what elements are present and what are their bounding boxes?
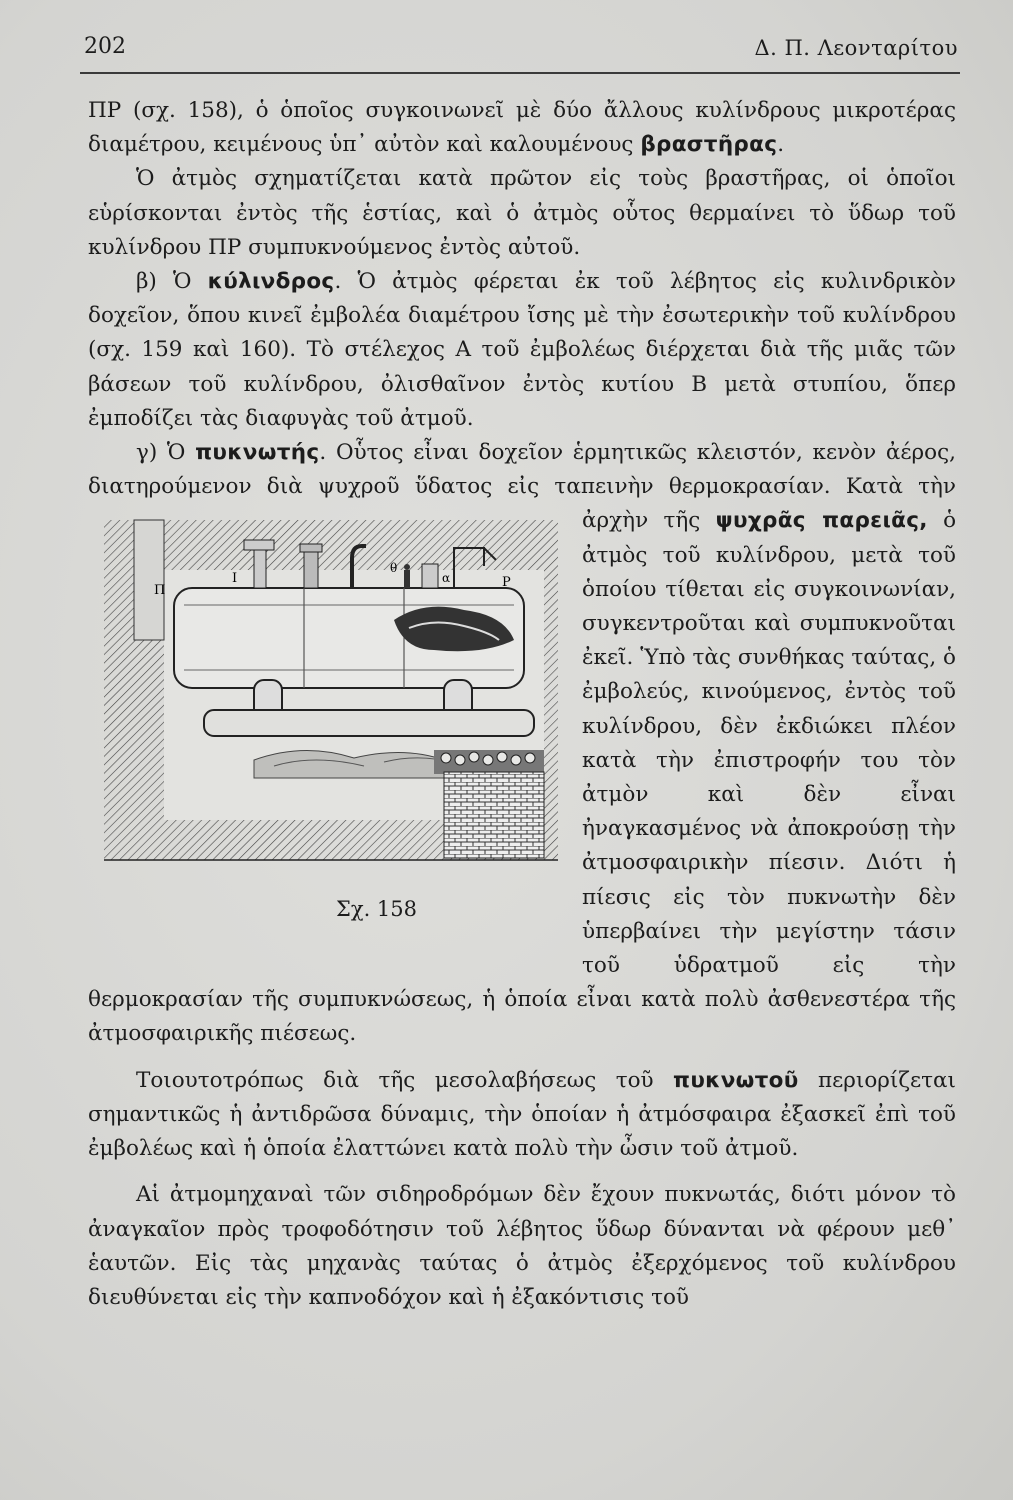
pressure-gauge-fitting xyxy=(254,550,266,588)
term-psychra-pareia: ψυχρᾶς παρειᾶς, xyxy=(715,508,928,534)
chimney-flue xyxy=(134,520,164,640)
label-theta: θ xyxy=(390,561,398,576)
figure-caption: Σχ. 158 xyxy=(336,897,418,922)
term-pyknotou: πυκνωτοῦ xyxy=(673,1067,799,1093)
water-gauge xyxy=(422,564,438,588)
page-number: 202 xyxy=(84,34,126,59)
body-text xyxy=(88,94,956,1315)
term-pyknotis: πυκνωτής xyxy=(195,440,320,466)
figure-158 xyxy=(88,510,568,968)
paragraph-1: ΠΡ (σχ. 158), ὁ ὁποῖος συγκοινωνεῖ μὲ δύο ἄλλους κυλίνδρους μικροτέρας διαμέτρου, κειμένους ὑπ᾽ αὐτὸν καὶ καλουμένους βραστῆρας. xyxy=(88,98,956,158)
label-rho: Ρ xyxy=(502,575,511,591)
safety-valve xyxy=(304,552,318,588)
paragraph-6: Αἱ ἀτμομηχαναὶ τῶν σιδηροδρόμων δὲν ἔχουν πυκνωτάς, διότι μόνον τὸ ἀναγκαῖον πρὸς τροφοδότησιν τοῦ λέβητος ὕδωρ δύνανται νὰ φέρουν μεθ᾽ ἑαυτῶν. Εἰς τὰς μηχανὰς ταύτας ὁ ἀτμὸς ἐξερχόμενος τοῦ κυλίνδρου διευθύνεται εἰς τὴν καπνοδόχον καὶ ἡ ἐξακόντισις τοῦ xyxy=(88,1182,956,1310)
brick-grate xyxy=(444,772,544,858)
term-vrastires: βραστῆρας xyxy=(640,132,778,158)
paragraph-5: Τοιουτοτρόπως διὰ τῆς μεσολαβήσεως τοῦ πυκνωτοῦ περιορίζεται σημαντικῶς ἡ ἀντιδρῶσα δύναμις, τὴν ὁποίαν ἡ ἀτμόσφαιρα ἐξασκεῖ ἐπὶ τοῦ ἐμβολέως καὶ ἡ ὁποία ἐλαττώνει κατὰ πολὺ τὴν ὦσιν τοῦ ἀτμοῦ. xyxy=(88,1067,956,1162)
label-pi: Π xyxy=(154,583,166,599)
paragraph-4: γ) Ὁ πυκνωτής. Οὗτος εἶναι δοχεῖον ἑρμητικῶς κλειστόν, κενὸν ἀέρος, διατηρούμενον διὰ ψυχροῦ ὕδατος εἰς ταπεινὴν θερμοκρασίαν. Κατὰ τὴν ἀρχὴν τῆς Ι Π θ α Ρ Σχ. 158 ψυχρᾶς παρειᾶς, ὁ ἀτμὸς τοῦ κυλίνδρου, μετὰ τοῦ ὁποίου τίθεται εἰς συγκοινωνίαν, συγκεντροῦται καὶ συμπυκνοῦται ἐκεῖ. Ὑπὸ τὰς συνθήκας ταύτας, ὁ ἐμβολεύς, κινούμενος, ἐντὸς τοῦ κυλίνδρου, δὲν ἐκδιώκει πλέον κατὰ τὴν ἐπιστροφήν του τὸν ἀτμὸν καὶ δὲν εἶναι ἠναγκασμένος νὰ ἀποκρούσῃ τὴν ἀτμοσφαιρικὴν πίεσιν. Διότι ἡ πίεσις εἰς τὸν πυκνωτὴν δὲν ὑπερβαίνει τὴν μεγίστην τάσιν τοῦ ὑδρατμοῦ εἰς τὴν θερμοκρασίαν τῆς συμπυκνώσεως, ἡ ὁποία εἶναι κατὰ πολὺ ἀσθενεστέρα τῆς ἀτμοσφαιρικῆς πιέσεως. xyxy=(88,440,957,1047)
label-alpha: α xyxy=(442,571,451,586)
running-head: Δ. Π. Λεονταρίτου xyxy=(754,36,958,60)
page-header xyxy=(80,30,960,74)
heating-tube xyxy=(204,710,534,736)
paragraph-2: Ὁ ἀτμὸς σχηματίζεται κατὰ πρῶτον εἰς τοὺς βραστῆρας, οἱ ὁποῖοι εὑρίσκονται ἐντὸς τῆς ἑστίας, καὶ ὁ ἀτμὸς οὗτος θερμαίνει τὸ ὕδωρ τοῦ κυλίνδρου ΠΡ συμπυκνούμενος ἐντὸς αὐτοῦ. xyxy=(88,166,956,260)
paragraph-3: β) Ὁ κύλινδρος. Ὁ ἀτμὸς φέρεται ἐκ τοῦ λέβητος εἰς κυλινδρικὸν δοχεῖον, ὅπου κινεῖ ἐμβολέα διαμέτρου ἴσης μὲ τὴν ἐσωτερικὴν τοῦ κυλίνδρου (σχ. 159 καὶ 160). Τὸ στέλεχος Α τοῦ ἐμβολέως διέρχεται διὰ τῆς μιᾶς τῶν βάσεων τοῦ κυλίνδρου, ὀλισθαῖνον ἐντὸς κυτίου Β μετὰ στυπίου, ὅπερ ἐμποδίζει τὰς διαφυγὰς τοῦ ἀτμοῦ. xyxy=(88,269,957,431)
steam-boiler-illustration xyxy=(104,510,558,870)
label-iota: Ι xyxy=(232,571,238,587)
term-kylindros: κύλινδρος xyxy=(207,269,335,295)
